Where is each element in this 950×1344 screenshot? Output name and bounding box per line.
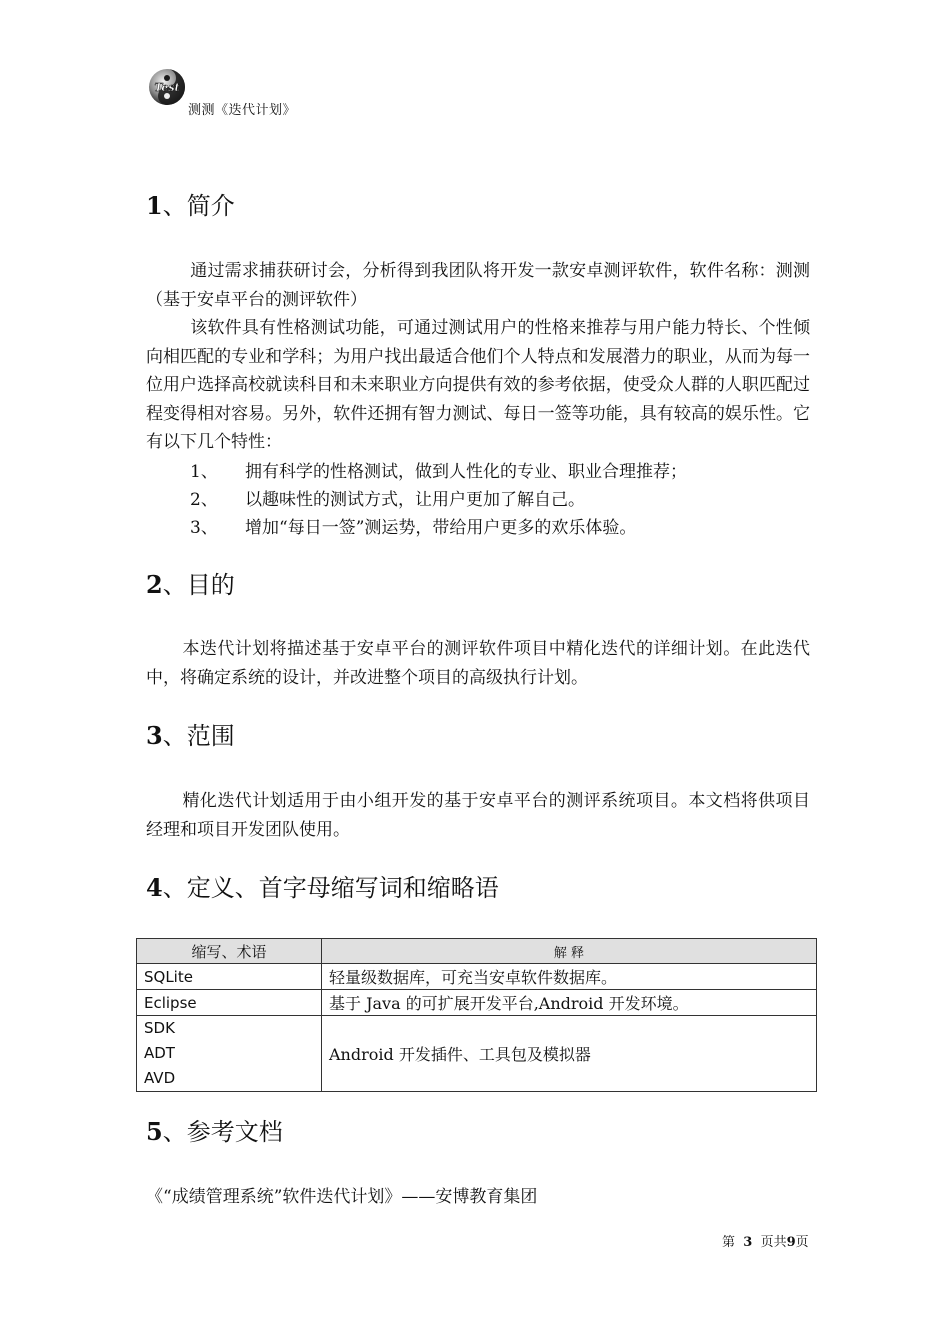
section-heading-references: 5、参考文档 [146,1117,283,1146]
term-avd: AVD [144,1069,176,1087]
term-cell [137,1016,322,1092]
term-sdk: SDK [144,1019,175,1037]
current-page: 3 [743,1235,753,1250]
section-heading-glossary: 4、定义、首字母缩写词和缩略语 [146,873,499,902]
total-pages: 9 [786,1235,796,1250]
table-header-row [137,939,817,964]
intro-paragraph-2: 该软件具有性格测试功能，可通过测试用户的性格来推荐与用户能力特长、个性倾向相匹配的专业和学科；为用户找出最适合他们个人特点和发展潜力的职业，从而为每一位用户选择高校就读科目和未来职业方向提供有效的参考依据，使受众人群的人职匹配过程变得相对容易。另外，软件还拥有智力测试、每日一签等功能，具有较高的娱乐性。它有以下几个特性： [146,318,810,452]
section-heading-scope: 3、范围 [146,721,235,750]
scope-paragraph: 精化迭代计划适用于由小组开发的基于安卓平台的测评系统项目。本文档将供项目经理和项目开发团队使用。 [146,791,810,840]
desc-cell: Android 开发插件、工具包及模拟器 [322,1016,817,1092]
section-heading-intro: 1、简介 [146,191,235,220]
reference-item: 《“成绩管理系统”软件迭代计划》——安博教育集团 [146,1187,538,1207]
glossary-table [136,938,817,1092]
table-header-term: 缩写、术语 [137,939,322,964]
table-header-desc: 解 释 [322,939,817,964]
term-cell: Eclipse [137,990,322,1016]
header-title: 测测《迭代计划》 [188,103,297,118]
intro-paragraph-1: 通过需求捕获研讨会，分析得到我团队将开发一款安卓测评软件，软件名称：测测（基于安卓平台的测评软件） [146,261,810,310]
desc-cell: 轻量级数据库，可充当安卓软件数据库。 [322,964,817,990]
logo-icon [148,68,186,106]
feature-item: 3、 增加“每日一签”测运势，带给用户更多的欢乐体验。 [190,518,637,538]
term-cell: SQLite [137,964,322,990]
term-adt: ADT [144,1044,175,1062]
table-row [137,990,817,1016]
purpose-paragraph: 本迭代计划将描述基于安卓平台的测评软件项目中精化迭代的详细计划。在此迭代中，将确定系统的设计，并改进整个项目的高级执行计划。 [146,639,810,688]
table-row [137,1016,817,1092]
feature-item: 1、 拥有科学的性格测试，做到人性化的专业、职业合理推荐； [190,462,687,482]
feature-item: 2、 以趣味性的测试方式，让用户更加了解自己。 [190,490,585,510]
table-row [137,964,817,990]
page-footer: 第 3 页共9页 [722,1235,809,1250]
section-heading-purpose: 2、目的 [146,570,235,599]
svg-text:Test: Test [154,81,180,94]
desc-cell: 基于 Java 的可扩展开发平台,Android 开发环境。 [322,990,817,1016]
